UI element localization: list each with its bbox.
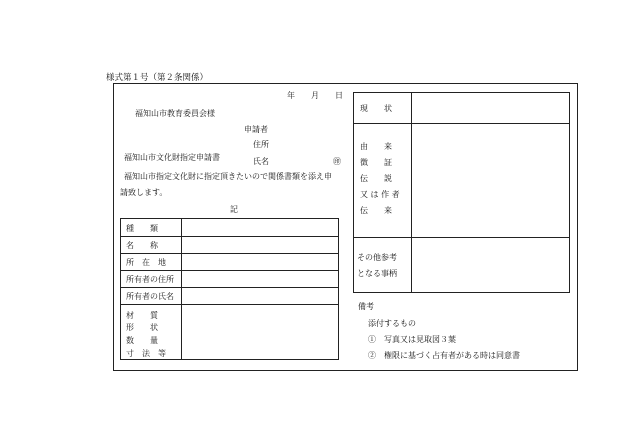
sonota-label-line1: その他参考 bbox=[357, 253, 397, 262]
biko-item-1: ① 写真又は見取図３葉 bbox=[368, 335, 456, 344]
row-label-sunpo: 寸 法 等 bbox=[126, 349, 166, 358]
form-caption: 様式第１号（第２条関係） bbox=[106, 73, 209, 83]
form-title: 福知山市文化財指定申請書 bbox=[124, 153, 220, 162]
body-text-line1: 福知山市指定文化財に指定頂きたいので関係書類を添え申 bbox=[124, 172, 332, 181]
biko-item-2: ② 権限に基づく占有者がある時は同意書 bbox=[368, 351, 520, 360]
biko-title: 備考 bbox=[358, 302, 374, 311]
name-label: 氏名 bbox=[253, 157, 269, 166]
densetsu-label: 伝 説 bbox=[360, 174, 392, 183]
row-label-keijo: 形 状 bbox=[126, 323, 158, 332]
row-label-zaishitsu: 材 質 bbox=[126, 311, 158, 320]
addressee: 福知山市教育委員会様 bbox=[135, 109, 215, 118]
left-table-divider bbox=[181, 218, 182, 360]
date-line: 年 月 日 bbox=[287, 91, 343, 100]
chosho-label: 徴 証 bbox=[360, 158, 392, 167]
applicant-label: 申請者 bbox=[244, 125, 268, 134]
sakusha-label: 又 は 作 者 bbox=[360, 190, 400, 199]
row-label-shurui: 種 類 bbox=[126, 224, 158, 233]
yurai-label: 由 来 bbox=[360, 142, 392, 151]
row-label-shozaichi: 所 在 地 bbox=[126, 258, 166, 267]
denrai-label: 伝 来 bbox=[360, 206, 392, 215]
biko-sub: 添付するもの bbox=[368, 319, 416, 328]
body-text-line2: 請致します。 bbox=[120, 188, 168, 197]
seal-mark: ㊞ bbox=[333, 157, 341, 166]
genjo-label: 現 状 bbox=[360, 104, 392, 113]
row-label-suryo: 数 量 bbox=[126, 336, 158, 345]
address-label: 住所 bbox=[253, 140, 269, 149]
row-label-meisho: 名 称 bbox=[126, 241, 158, 250]
row-label-owner-address: 所有者の住所 bbox=[126, 275, 174, 284]
ki-heading: 記 bbox=[230, 205, 238, 214]
row-label-owner-name: 所有者の氏名 bbox=[126, 292, 174, 301]
sonota-label-line2: となる事柄 bbox=[357, 269, 397, 278]
